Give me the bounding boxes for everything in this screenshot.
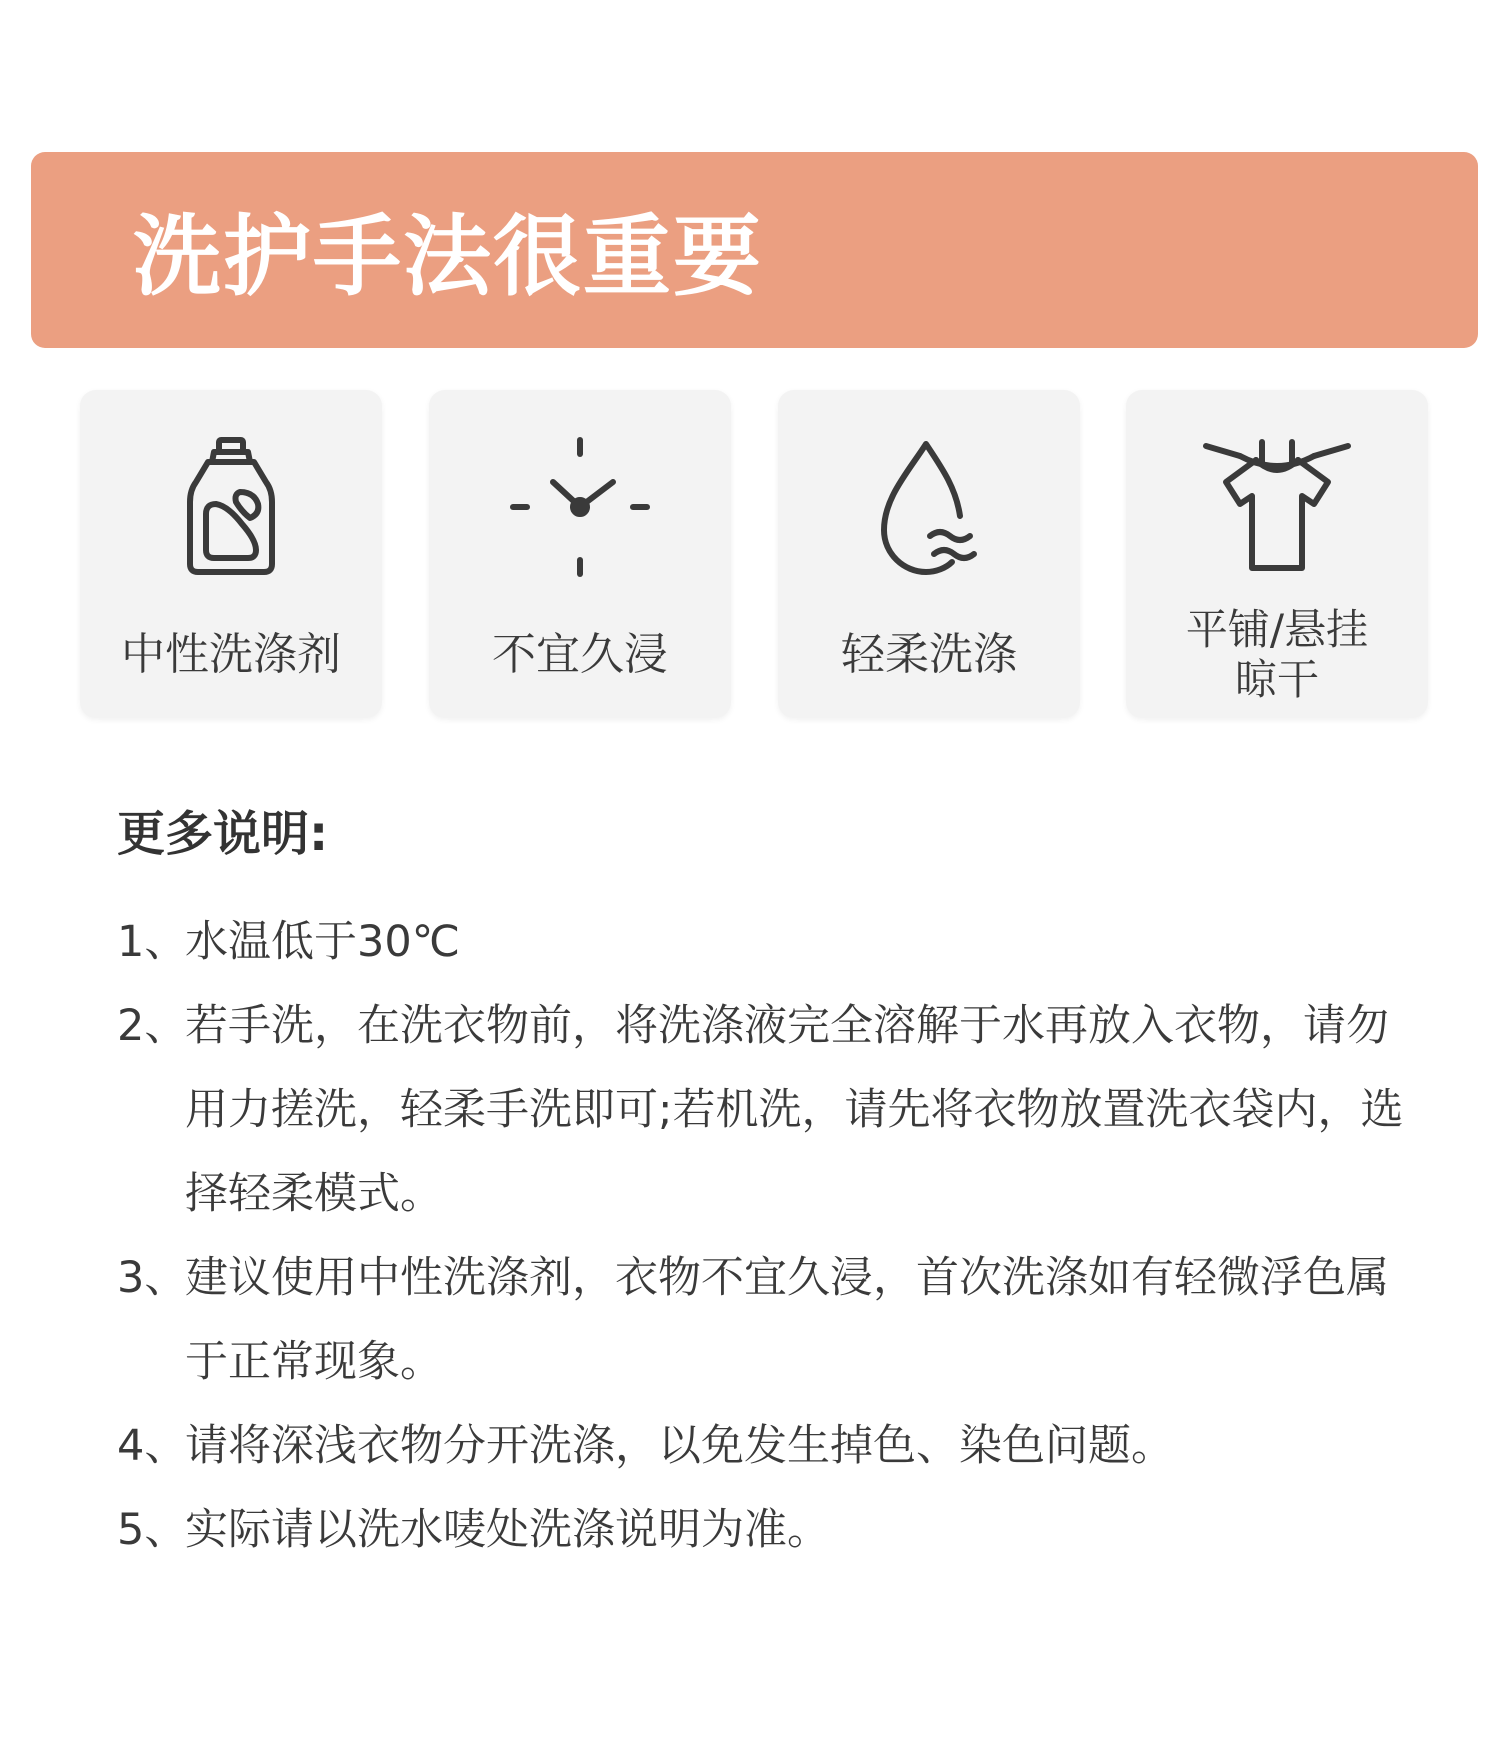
notes-heading: 更多说明:	[117, 806, 329, 862]
list-item-number: 5、	[117, 1505, 188, 1555]
care-card-label: 中性洗涤剂	[121, 629, 341, 680]
clock-icon	[505, 432, 655, 582]
detergent-bottle-icon	[156, 432, 306, 582]
list-item	[117, 1404, 1407, 1488]
list-item-text: 若手洗，在洗衣物前，将洗涤液完全溶解于水再放入衣物，请勿用力搓洗，轻柔手洗即可;若机洗，请先将衣物放置洗衣袋内，选择轻柔模式。	[185, 1001, 1404, 1219]
list-item	[117, 1488, 1407, 1572]
title-banner	[31, 152, 1478, 348]
care-card-label: 平铺/悬挂 晾干	[1185, 605, 1369, 704]
care-card-detergent	[80, 390, 382, 718]
list-item-number: 3、	[117, 1253, 188, 1303]
care-card-gentle-wash	[778, 390, 1080, 718]
care-card-label: 不宜久浸	[492, 629, 668, 680]
list-item-number: 1、	[117, 917, 188, 967]
list-item-text: 水温低于30℃	[185, 917, 461, 967]
list-item-number: 2、	[117, 1001, 188, 1051]
list-item-number: 4、	[117, 1421, 188, 1471]
water-drop-icon	[854, 432, 1004, 582]
list-item-text: 请将深浅衣物分开洗涤，以免发生掉色、染色问题。	[185, 1421, 1174, 1471]
list-item-text: 实际请以洗水唛处洗涤说明为准。	[185, 1505, 830, 1555]
care-card-dry	[1126, 390, 1428, 718]
care-card-no-soak	[429, 390, 731, 718]
care-cards	[80, 390, 1428, 718]
list-item-text: 建议使用中性洗涤剂，衣物不宜久浸，首次洗涤如有轻微浮色属于正常现象。	[185, 1253, 1389, 1387]
care-card-label: 轻柔洗涤	[841, 629, 1017, 680]
list-item	[117, 1236, 1407, 1404]
banner-title: 洗护手法很重要	[133, 205, 764, 308]
hanging-shirt-icon	[1202, 432, 1352, 582]
list-item	[117, 900, 1407, 984]
list-item	[117, 984, 1407, 1236]
notes-list	[117, 900, 1407, 1572]
